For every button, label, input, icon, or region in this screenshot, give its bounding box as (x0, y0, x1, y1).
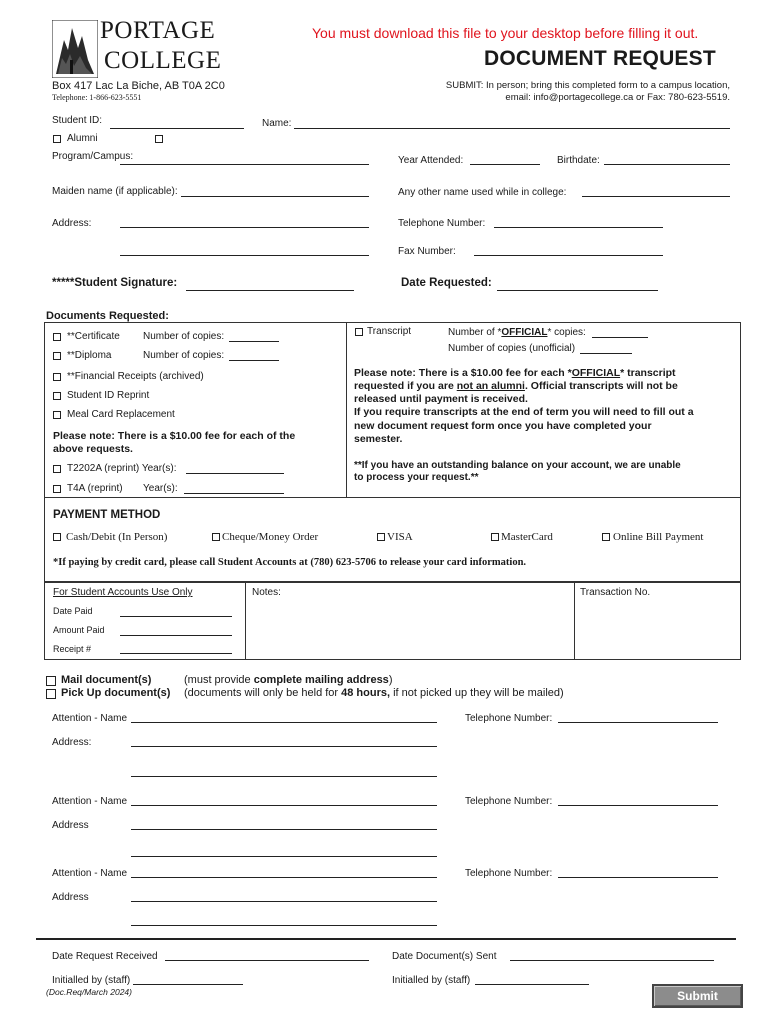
online-payment-label: Online Bill Payment (613, 531, 704, 543)
receipt-field[interactable] (120, 653, 232, 654)
credit-card-note: *If paying by credit card, please call Student Accounts at (780) 623-5706 to release your card information. (53, 557, 527, 568)
meal-card-label: Meal Card Replacement (67, 409, 175, 420)
birthdate-field[interactable] (604, 164, 730, 165)
date-sent-field[interactable] (510, 960, 714, 961)
diploma-checkbox[interactable] (53, 352, 61, 360)
financial-receipts-checkbox[interactable] (53, 373, 61, 381)
fax-label: Fax Number: (398, 246, 456, 257)
visa-checkbox[interactable] (377, 533, 385, 541)
initialled-field-2[interactable] (475, 984, 589, 985)
name-field[interactable] (294, 128, 730, 129)
address-field-2[interactable] (120, 255, 369, 256)
signature-label: *****Student Signature: (52, 277, 178, 289)
attention-name-field-2[interactable] (131, 805, 437, 806)
mastercard-label: MasterCard (501, 531, 553, 543)
student-id-label: Student ID: (52, 115, 103, 126)
address-field-1[interactable] (120, 227, 369, 228)
attention-name-field-3[interactable] (131, 877, 437, 878)
mail-checkbox[interactable] (46, 676, 56, 686)
other-name-label: Any other name used while in college: (398, 187, 567, 198)
official-copies-label: Number of *OFFICIAL* copies: (448, 327, 586, 338)
transcript-label: Transcript (367, 326, 412, 337)
meal-card-checkbox[interactable] (53, 411, 61, 419)
transcript-note-3: released until payment is received. (354, 393, 528, 405)
financial-receipts-label: **Financial Receipts (archived) (67, 371, 204, 382)
cheque-checkbox[interactable] (212, 533, 220, 541)
mail-label: Mail document(s) (61, 674, 152, 686)
date-sent-label: Date Document(s) Sent (392, 951, 497, 962)
signature-field[interactable] (186, 290, 354, 291)
delivery-telephone-field-1[interactable] (558, 722, 718, 723)
official-copies-field[interactable] (592, 337, 648, 338)
delivery-address-field-3a[interactable] (131, 901, 437, 902)
mail-note: (must provide complete mailing address) (184, 674, 393, 686)
document-reference: (Doc.Req/March 2024) (46, 987, 132, 997)
college-name-line-1: PORTAGE (100, 17, 216, 44)
amount-paid-label: Amount Paid (53, 625, 105, 635)
t2202a-label: T2202A (reprint) Year(s): (67, 463, 177, 474)
name-label: Name: (262, 118, 292, 129)
attention-name-label-1: Attention - Name (52, 713, 128, 724)
transcript-checkbox[interactable] (355, 328, 363, 336)
telephone-field[interactable] (494, 227, 663, 228)
visa-label: VISA (387, 531, 413, 543)
cash-label: Cash/Debit (In Person) (66, 531, 168, 543)
delivery-address-label-1: Address: (52, 737, 92, 748)
student-id-field[interactable] (110, 128, 244, 129)
initialled-label-2: Initialled by (staff) (392, 975, 471, 986)
online-payment-checkbox[interactable] (602, 533, 610, 541)
birthdate-label: Birthdate: (557, 155, 600, 166)
alumni-yes-checkbox[interactable] (155, 135, 163, 143)
delivery-telephone-field-3[interactable] (558, 877, 718, 878)
date-paid-label: Date Paid (53, 606, 93, 616)
balance-note-2: to process your request.** (354, 472, 479, 483)
delivery-address-label-2: Address (52, 820, 89, 831)
receipt-label: Receipt # (53, 644, 92, 654)
pickup-label: Pick Up document(s) (61, 687, 171, 699)
t2202a-checkbox[interactable] (53, 465, 61, 473)
delivery-telephone-label-3: Telephone Number: (465, 868, 553, 879)
alumni-label: Alumni (67, 133, 98, 144)
cash-checkbox[interactable] (53, 533, 61, 541)
program-label: Program/Campus: (52, 151, 134, 162)
documents-box (44, 322, 741, 582)
delivery-address-field-1a[interactable] (131, 746, 437, 747)
attention-name-label-2: Attention - Name (52, 796, 128, 807)
date-requested-label: Date Requested: (401, 277, 492, 289)
maiden-name-field[interactable] (181, 196, 369, 197)
delivery-telephone-label-1: Telephone Number: (465, 713, 553, 724)
delivery-address-field-2a[interactable] (131, 829, 437, 830)
download-warning: You must download this file to your desktop before filling it out. (312, 25, 699, 41)
year-attended-field[interactable] (470, 164, 540, 165)
delivery-address-field-2b[interactable] (131, 856, 437, 857)
telephone-label: Telephone Number: (398, 218, 486, 229)
transcript-note-5: new document request form once you have completed your (354, 420, 652, 432)
diploma-copies-field[interactable] (229, 360, 279, 361)
t4a-years-field[interactable] (184, 493, 284, 494)
fee-note-line-2: above requests. (53, 443, 133, 455)
date-received-field[interactable] (165, 960, 369, 961)
attention-name-label-3: Attention - Name (52, 868, 128, 879)
pickup-note: (documents will only be held for 48 hours, if not picked up they will be mailed) (184, 687, 564, 699)
submit-button[interactable]: Submit (652, 984, 743, 1008)
address-label: Address: (52, 218, 92, 229)
page-title: DOCUMENT REQUEST (484, 47, 716, 70)
date-received-label: Date Request Received (52, 951, 158, 962)
cheque-label: Cheque/Money Order (222, 531, 319, 543)
pickup-checkbox[interactable] (46, 689, 56, 699)
documents-heading: Documents Requested: (46, 310, 169, 322)
fee-note-line-1: Please note: There is a $10.00 fee for each of the (53, 430, 296, 442)
payment-heading: PAYMENT METHOD (53, 509, 161, 521)
attention-name-field-1[interactable] (131, 722, 437, 723)
diploma-copies-label: Number of copies: (143, 350, 225, 361)
accounts-divider-2 (574, 582, 575, 660)
date-paid-field[interactable] (120, 616, 232, 617)
amount-paid-field[interactable] (120, 635, 232, 636)
transcript-note-4: If you require transcripts at the end of term you will need to fill out a (354, 406, 694, 418)
transaction-label: Transaction No. (580, 587, 651, 598)
accounts-heading: For Student Accounts Use Only (53, 587, 193, 598)
college-telephone: Telephone: 1-866-623-5551 (52, 93, 142, 102)
year-attended-label: Year Attended: (398, 155, 464, 166)
college-name-line-2: COLLEGE (104, 47, 222, 74)
initialled-field-1[interactable] (133, 984, 243, 985)
delivery-address-field-1b[interactable] (131, 776, 437, 777)
notes-label: Notes: (252, 587, 281, 598)
t4a-checkbox[interactable] (53, 485, 61, 493)
accounts-divider-1 (245, 582, 246, 660)
mastercard-checkbox[interactable] (491, 533, 499, 541)
delivery-address-label-3: Address (52, 892, 89, 903)
initialled-label-1: Initialled by (staff) (52, 975, 131, 986)
unofficial-copies-label: Number of copies (unofficial) (448, 343, 576, 354)
certificate-checkbox[interactable] (53, 333, 61, 341)
fax-field[interactable] (474, 255, 663, 256)
footer-divider (36, 938, 736, 940)
payment-divider (44, 497, 741, 498)
alumni-checkbox[interactable] (53, 135, 61, 143)
program-field[interactable] (120, 164, 369, 165)
delivery-address-field-3b[interactable] (131, 925, 437, 926)
delivery-telephone-field-2[interactable] (558, 805, 718, 806)
certificate-label: **Certificate (67, 331, 120, 342)
t2202a-years-field[interactable] (186, 473, 284, 474)
transcript-note-6: semester. (354, 433, 403, 445)
delivery-telephone-label-2: Telephone Number: (465, 796, 553, 807)
submit-instructions-2: email: info@portagecollege.ca or Fax: 780-623-5519. (505, 92, 730, 103)
other-name-field[interactable] (582, 196, 730, 197)
certificate-copies-field[interactable] (229, 341, 279, 342)
maiden-name-label: Maiden name (if applicable): (52, 186, 178, 197)
t4a-label: T4A (reprint) (67, 483, 123, 494)
t4a-years-label: Year(s): (143, 483, 178, 494)
date-requested-field[interactable] (497, 290, 658, 291)
submit-instructions-1: SUBMIT: In person; bring this completed form to a campus location, (445, 80, 730, 91)
balance-note-1: **If you have an outstanding balance on your account, we are unable (354, 460, 681, 471)
transcript-note-2: requested if you are not an alumni. Official transcripts will not be (354, 380, 678, 392)
student-id-reprint-label: Student ID Reprint (67, 390, 150, 401)
college-address: Box 417 Lac La Biche, AB T0A 2C0 (52, 80, 225, 92)
college-logo (52, 20, 98, 78)
student-id-reprint-checkbox[interactable] (53, 392, 61, 400)
transcript-note-1: Please note: There is a $10.00 fee for each *OFFICIAL* transcript (354, 367, 676, 379)
certificate-copies-label: Number of copies: (143, 331, 225, 342)
diploma-label: **Diploma (67, 350, 112, 361)
unofficial-copies-field[interactable] (580, 353, 632, 354)
documents-divider (346, 322, 347, 497)
